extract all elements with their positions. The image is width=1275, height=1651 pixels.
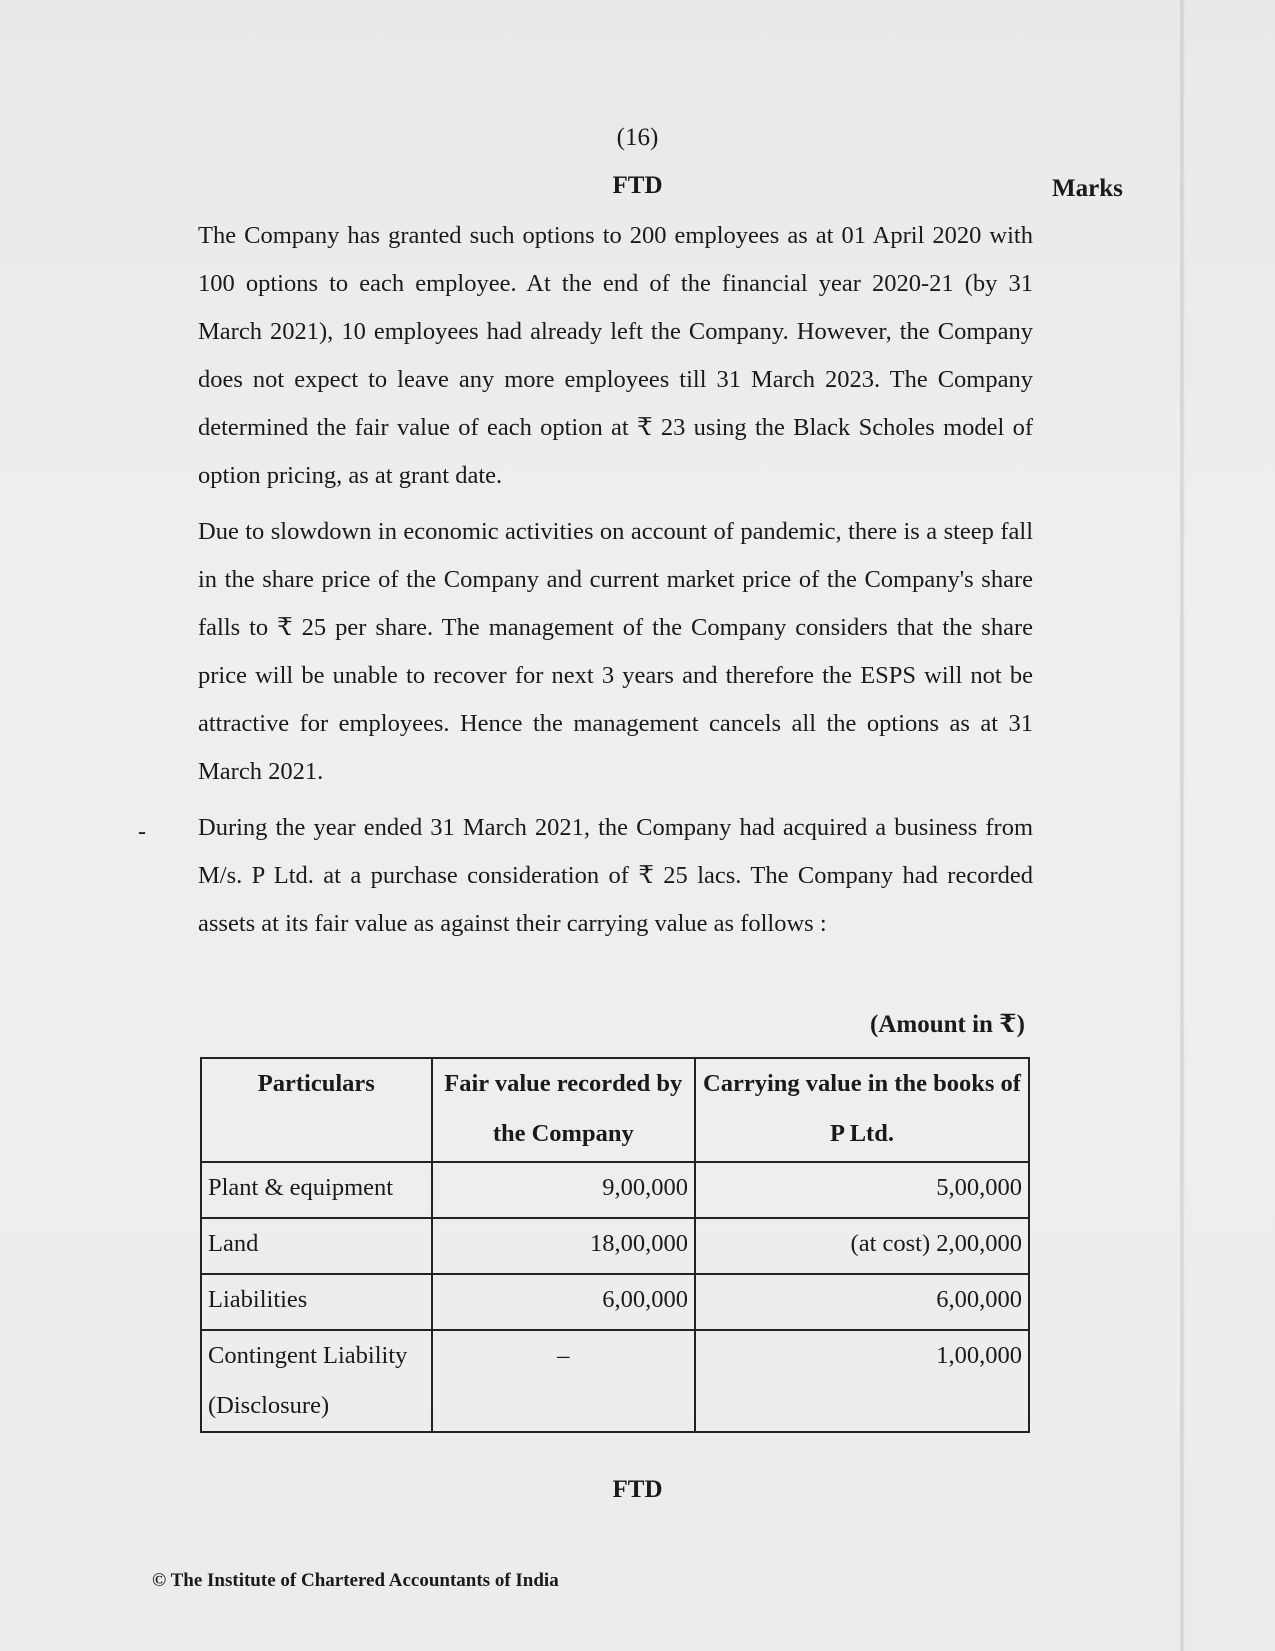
page-number: (16) bbox=[616, 124, 659, 151]
cell-particular: Contingent Liability (Disclosure) bbox=[201, 1330, 432, 1432]
table-header-row bbox=[201, 1058, 1029, 1162]
paper-code-footer: FTD bbox=[612, 1476, 663, 1503]
assets-table bbox=[200, 1057, 1030, 1433]
header-fair-value: Fair value recorded by the Company bbox=[432, 1058, 695, 1162]
paper-code-header: FTD bbox=[612, 172, 663, 199]
cell-fair-value: – bbox=[432, 1330, 695, 1432]
paragraph-esop-grant: The Company has granted such options to 200 employees as at 01 April 2020 with 100 options to each employee. At the end of the financial year 2020-21 (by 31 March 2021), 10 employees had already left the Company. However, the Company does not expect to leave any more employees till 31 March 2023. The Company determined the fair value of each option at ₹ 23 using the Black Scholes model of option pricing, as at grant date. bbox=[198, 222, 1033, 489]
cell-fair-value: 18,00,000 bbox=[432, 1218, 695, 1274]
cell-particular: Liabilities bbox=[201, 1274, 432, 1330]
cell-particular: Plant & equipment bbox=[201, 1162, 432, 1218]
cell-carrying-value: 1,00,000 bbox=[695, 1330, 1029, 1432]
marks-label: Marks bbox=[1052, 175, 1123, 202]
paragraph-business-acquisition: During the year ended 31 March 2021, the Company had acquired a business from M/s. P Ltd. at a purchase consideration of ₹ 25 lacs. The Company had recorded assets at its fair value as against their carrying value as follows : bbox=[198, 814, 1033, 937]
page-edge-shadow bbox=[1179, 0, 1185, 1651]
header-carrying-value: Carrying value in the books of P Ltd. bbox=[695, 1058, 1029, 1162]
table-row bbox=[201, 1162, 1029, 1218]
table-row bbox=[201, 1330, 1029, 1432]
table-row bbox=[201, 1274, 1029, 1330]
amount-unit-note: (Amount in ₹) bbox=[870, 1011, 1025, 1038]
cell-carrying-value: (at cost) 2,00,000 bbox=[695, 1218, 1029, 1274]
cell-carrying-value: 6,00,000 bbox=[695, 1274, 1029, 1330]
margin-mark: - bbox=[138, 819, 146, 845]
table-row bbox=[201, 1218, 1029, 1274]
cell-fair-value: 9,00,000 bbox=[432, 1162, 695, 1218]
cell-fair-value: 6,00,000 bbox=[432, 1274, 695, 1330]
cell-carrying-value: 5,00,000 bbox=[695, 1162, 1029, 1218]
paragraph-option-cancellation: Due to slowdown in economic activities on account of pandemic, there is a steep fall in the share price of the Company and current market price of the Company's share falls to ₹ 25 per share. The management of the Company considers that the share price will be unable to recover for next 3 years and therefore the ESPS will not be attractive for employees. Hence the management cancels all the options as at 31 March 2021. bbox=[198, 518, 1033, 785]
header-particulars: Particulars bbox=[201, 1058, 432, 1162]
copyright-notice: © The Institute of Chartered Accountants of India bbox=[152, 1570, 559, 1591]
cell-particular: Land bbox=[201, 1218, 432, 1274]
